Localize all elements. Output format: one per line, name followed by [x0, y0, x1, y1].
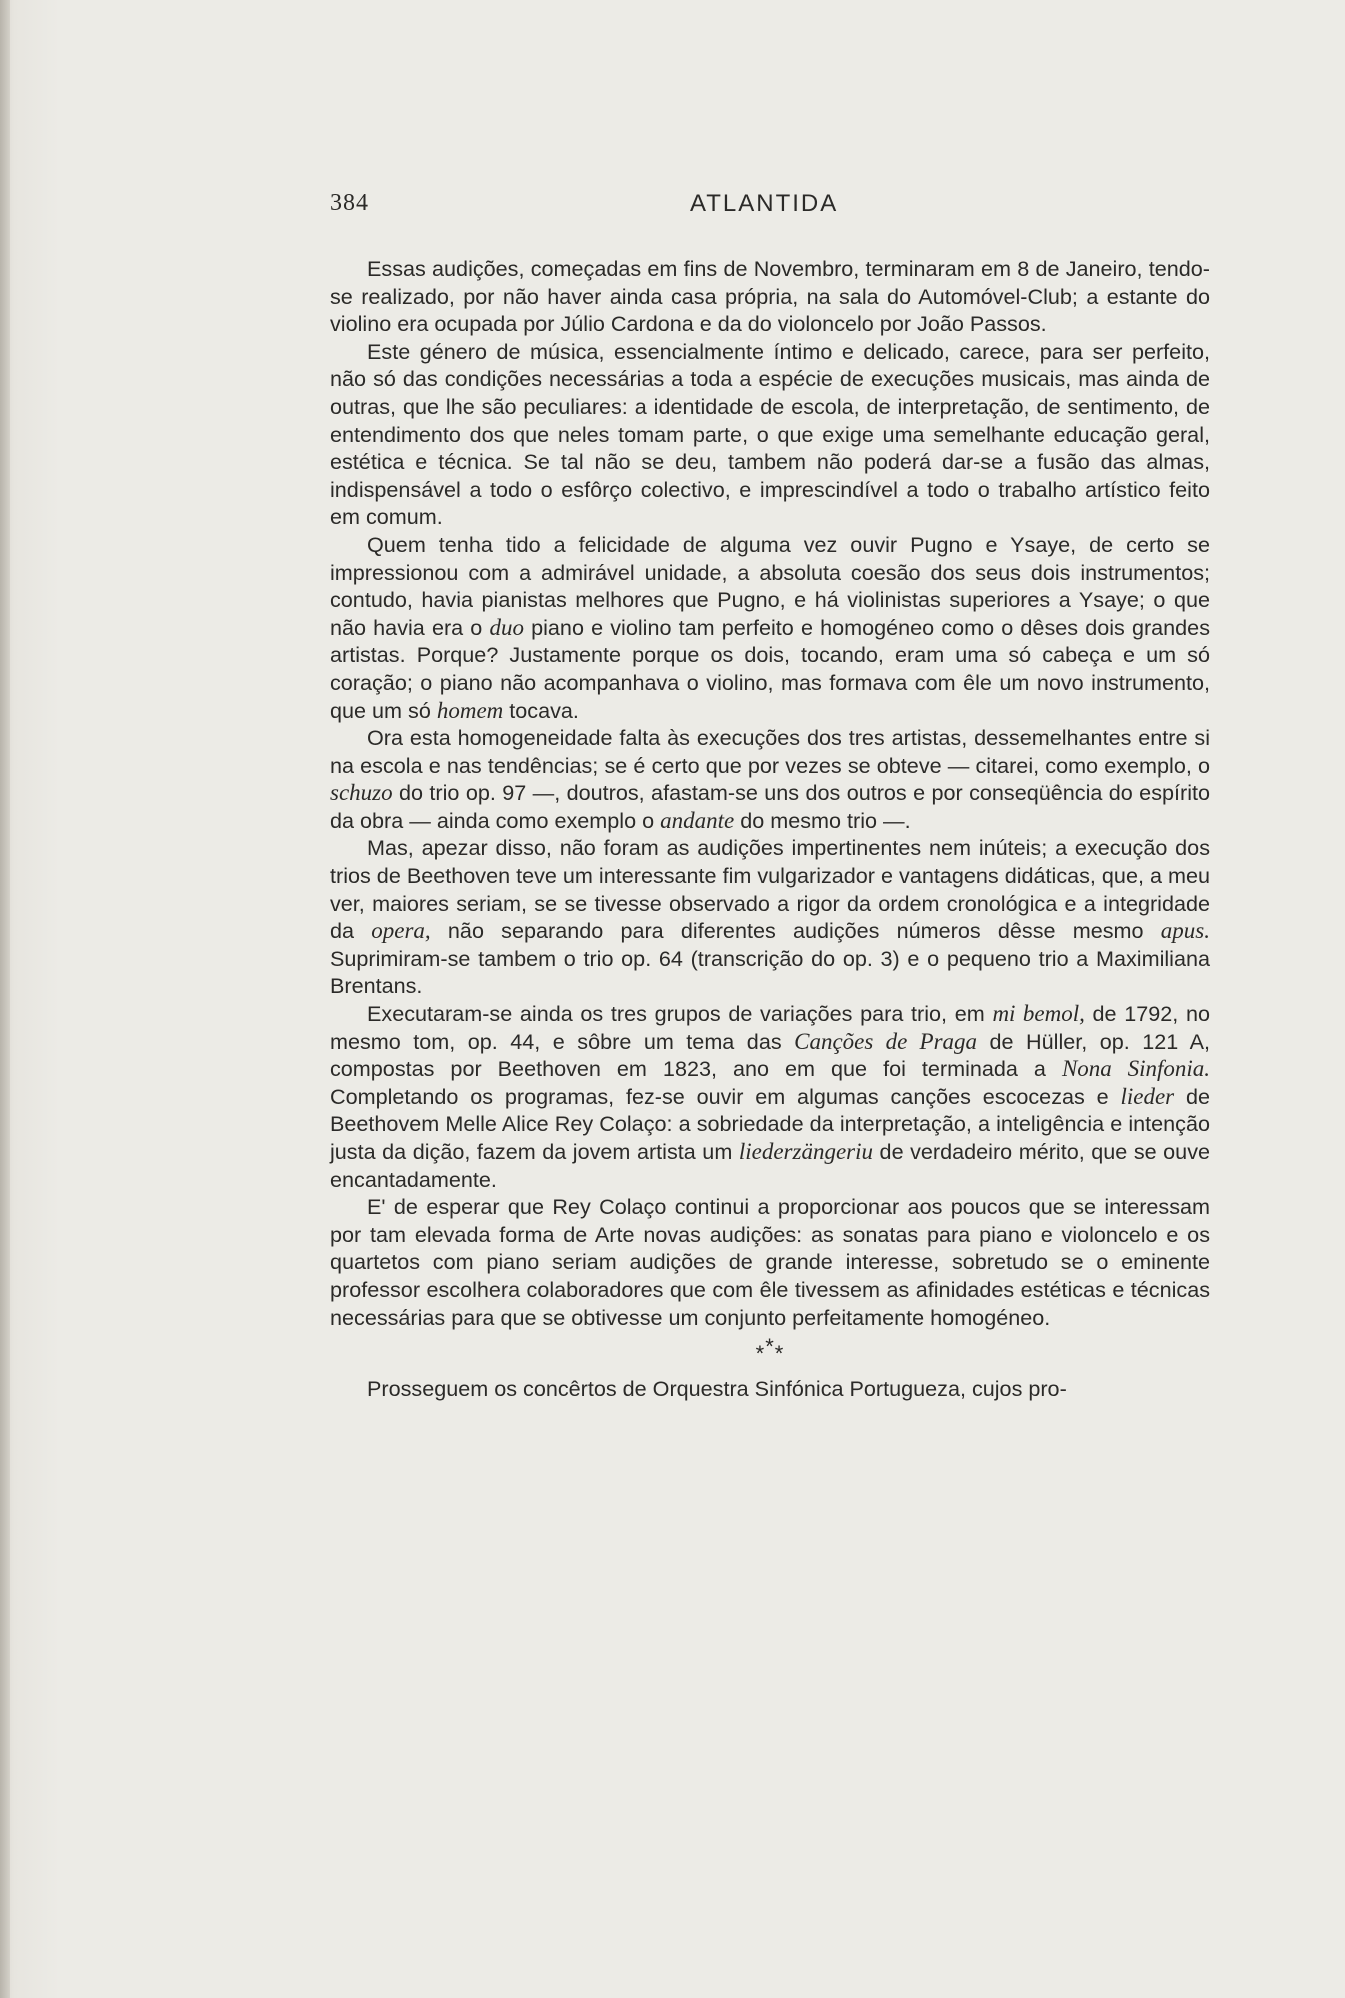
text-run: E' de esperar que Rey Colaço continui a proporcionar aos poucos que se interessam por tam elevada forma de Arte novas audições: as sonatas para piano e violoncelo e os quartetos com piano seriam audições de grande interesse, sobretudo se o eminente professor escolhera colaboradores que com êle tivessem as afinidades estéticas e técnicas necessárias para que se obtivesse um conjunto perfeitamente homogéneo. — [330, 1194, 1210, 1330]
final-paragraph — [330, 1375, 1210, 1403]
body-paragraph — [330, 834, 1210, 1000]
paragraph-list — [330, 255, 1210, 1331]
italic-term: Nona Sinfonia. — [1061, 1056, 1210, 1082]
italic-term: andante — [660, 807, 735, 833]
italic-term: Canções de Praga — [794, 1028, 978, 1054]
text-run: Quem tenha tido a felicidade de alguma vez ouvir Pugno e Ysaye, de certo se impressionou com a admirável unidade, a absoluta coesão dos seus dois instrumentos; contudo, havia pianistas melhores que Pugno, e há violinistas superiores a Ysaye; o que não havia era o — [330, 531, 1210, 640]
running-head — [330, 190, 1210, 226]
italic-term: mi bemol, — [992, 1001, 1085, 1027]
text-run: do trio op. 97 —, doutros, afastam-se uns dos outros e por conseqüência do espírito da obra — ainda como exemplo o — [330, 780, 1210, 833]
text-run: Completando os programas, fez-se ouvir em algumas canções escocezas e — [330, 1083, 1121, 1109]
body-paragraph — [330, 338, 1210, 531]
text-run: tocava. — [503, 697, 579, 723]
asterism-star-left: * — [755, 1341, 766, 1367]
italic-term: duo — [489, 614, 524, 640]
italic-term: homem — [436, 697, 504, 723]
text-run: Ora esta homogeneidade falta às execuções dos tres artistas, dessemelhantes entre si na escola e nas tendências; se é certo que por vezes se obteve — citarei, como exemplo, o — [330, 725, 1210, 778]
text-run: Essas audições, começadas em fins de Novembro, terminaram em 8 de Janeiro, tendo-se realizado, por não haver ainda casa própria, na sala do Automóvel-Club; a estante do violino era ocupada por Júlio Cardona e da do violoncelo por João Passos. — [330, 256, 1210, 337]
text-run: de 1792, no mesmo tom, op. 44, e sôbre um tema das — [330, 1001, 1210, 1054]
page-binding-edge — [0, 0, 10, 1998]
text-run: de verdadeiro mérito, que se ouve encantadamente. — [330, 1139, 1210, 1192]
body-paragraph — [330, 1000, 1210, 1193]
article-body — [330, 255, 1210, 1403]
text-run: Executaram-se ainda os tres grupos de variações para trio, em — [367, 1001, 993, 1027]
text-run: Este género de música, essencialmente íntimo e delicado, carece, para ser perfeito, não só das condições necessárias a toda a espécie de execuções musicais, mas ainda de outras, que lhe são peculiares: a identidade de escola, de interpretação, de sentimento, de entendimento dos que neles tomam parte, o que exige uma semelhante educação geral, estética e técnica. Se tal não se deu, tambem não poderá dar-se a fusão das almas, indispensável a todo o esfôrço colectivo, e imprescindível a todo o trabalho artístico feito em comum. — [330, 338, 1210, 530]
text-run: Prosseguem os concêrtos de Orquestra Sinfónica Portugueza, cujos pro- — [367, 1376, 1067, 1402]
page-number: 384 — [330, 190, 369, 216]
text-run: Mas, apezar disso, não foram as audições impertinentes nem inúteis; a execução dos trios de Beethoven teve um interessante fim vulgarizador e vantagens didáticas, que, a meu ver, maiores seriam, se se tivesse observado a rigor da ordem cronológica e a integridade da — [330, 835, 1210, 944]
text-run: não separando para diferentes audições números dêsse mesmo — [430, 918, 1161, 944]
body-paragraph — [330, 255, 1210, 338]
italic-term: lieder — [1120, 1083, 1175, 1109]
italic-term: schuzo — [330, 780, 393, 806]
body-paragraph — [330, 724, 1210, 834]
text-run: piano e violino tam perfeito e homogéneo como o dêses dois grandes artistas. Porque? Justamente porque os dois, tocando, eram uma só cabeça e um só coração; o piano não acompanhava o violino, mas formava com êle um novo instrumento, que um só — [330, 614, 1210, 723]
section-asterism — [330, 1334, 1210, 1367]
body-paragraph — [330, 1193, 1210, 1331]
text-run: Suprimiram-se tambem o trio op. 64 (transcrição do op. 3) e o pequeno trio a Maximiliana Brentans. — [330, 945, 1210, 999]
asterism-star-top: * — [765, 1334, 775, 1360]
italic-term: apus. — [1160, 918, 1210, 944]
journal-title: ATLANTIDA — [690, 190, 839, 217]
text-run: de Beethovem Melle Alice Rey Colaço: a sobriedade da interpretação, a inteligência e intenção justa da dição, fazem da jovem artista um — [330, 1083, 1210, 1164]
text-run: do mesmo trio —. — [734, 807, 911, 833]
body-paragraph — [330, 531, 1210, 724]
italic-term: liederzängeriu — [738, 1139, 874, 1164]
text-run: de Hüller, op. 121 A, compostas por Beethoven em 1823, ano em que foi terminada a — [330, 1028, 1211, 1082]
italic-term: opera, — [371, 918, 431, 944]
asterism-star-right: * — [774, 1341, 785, 1367]
